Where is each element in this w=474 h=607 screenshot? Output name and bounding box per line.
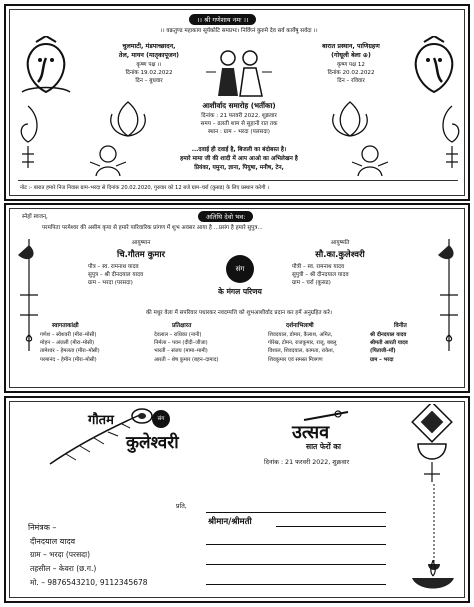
atithi-pill: अतिथि देवो भव: — [198, 211, 253, 222]
left-event-paksh: कृष्ण पक्ष ।। — [136, 62, 162, 68]
reception-title: आशीर्वाद समारोह (भर्तीका) — [202, 101, 276, 110]
left-event-day: दिन – बुधवार — [135, 78, 163, 84]
intro-paragraph: परमपिता परमेश्वर की असीम कृपा से हमारे पारिवारिक प्रांगण में शुभ अवसर आया है ...प्रसंग है हमारे सुपुत्र... — [42, 225, 263, 231]
ganesh-icon-right — [404, 36, 464, 98]
list-item: (पिताजी–माँ) — [370, 348, 396, 355]
group-list-swagat — [40, 331, 100, 364]
inviter-label: निमंत्रक – — [28, 523, 57, 532]
groom-name: चि.गौतम कुमार — [117, 250, 165, 260]
address-line-4 — [206, 564, 386, 565]
left-event-date: दिनांक 19.02.2022 — [125, 70, 173, 76]
address-line-2 — [276, 526, 386, 527]
shriman-label: श्रीमान/श्रीमती — [208, 517, 252, 527]
couple-illustration — [206, 46, 272, 98]
paisley-ornament-icon — [14, 102, 42, 172]
saat-phere-subtitle: सात फेरों का — [306, 442, 342, 451]
reception-place: स्थान : ग्राम – भरदा (पलसदा) — [208, 129, 270, 135]
list-item: गणेश – स्वेशवरी (मीरा–मोसी) — [40, 332, 97, 338]
wedding-envelope-panel — [4, 396, 470, 603]
paisley-ornament-icon-right — [438, 102, 466, 172]
list-item: श्री दीनदयाल यादव — [370, 332, 407, 338]
groom-grandfather: पौत्र – स्व. रामनाथ यादव — [88, 264, 139, 270]
envelope-bride-name: कुलेश्वरी — [126, 433, 179, 453]
inviter-mobile: मो. – 9876543210, 9112345678 — [30, 578, 148, 587]
child-cartoon-icon-right — [350, 144, 390, 178]
kalash-toran-icon — [404, 404, 460, 484]
ganesh-icon — [16, 36, 76, 98]
right-event-title: बारात प्रस्थान, पाणिग्रहण — [322, 43, 380, 50]
utsav-title: उत्सव — [292, 422, 330, 443]
left-event-title-2: तेल, मायन (मातृकापूजन) — [118, 52, 180, 59]
right-event-day: दिन – रविवार — [337, 78, 365, 84]
note-divider — [18, 180, 458, 181]
list-item: शिवदयाल, डोमार, कैलाश, अमित, — [268, 332, 333, 338]
shloka-line: ।। वक्रतुण्ड महाकाय सूर्यकोटि समप्रभः। निर्विघ्नं कुरुमे देव सर्व कार्येषु सर्वदा ।। — [160, 28, 318, 34]
wedding-card-panel-1 — [4, 4, 470, 201]
reception-date: दिनांक : 21 फरवरी 2022, शुक्रवार — [201, 113, 277, 119]
list-item: आरती – शेष कुमार (बहन–दामाद) — [154, 356, 219, 363]
bride-father: सुपुत्री – श्री दीनदयाल यादव — [292, 272, 349, 278]
diya-icon — [408, 558, 458, 594]
lotus-ornament-icon-right — [328, 98, 372, 138]
shehnai-ornament-icon-right — [434, 235, 464, 355]
right-event-date: दिनांक 20.02.2022 — [327, 70, 375, 76]
blessing-line: की मधुर वेला में सपरिवार पधारकर नवदम्पत्ति को शुभआशीर्वाद प्रदान कर हमें अनुग्रहित करे। — [145, 310, 332, 316]
groom-father: सुपुत्र – श्री दीनदयाल यादव — [88, 272, 144, 278]
list-item: तामेश्वर – हेमलता (मीरा–मोसी) — [40, 348, 100, 355]
group-list-vinit — [370, 331, 408, 364]
group-title-vinit: विनीत — [394, 323, 407, 329]
list-item: परमानंद – हेमीन (मीरा–मोसी) — [40, 356, 97, 363]
list-item: ग्राम – भरदा — [370, 356, 394, 363]
mangal-parinay-text: के मंगल परिणय — [218, 287, 262, 296]
right-event-title-2: (गोधूली बेला ⊕) — [331, 52, 371, 59]
group-title-swagat: स्वागताकांक्षी — [52, 323, 79, 329]
group-title-pratiksha: प्रतिक्षारत — [172, 323, 192, 329]
list-item: निर्मला – पवन (दीदी–जीजा) — [154, 340, 208, 347]
list-item: भारती – संजय (मामा–मामी) — [154, 348, 208, 355]
list-item: विशाल, शिवदयाल, कामता, राकेश, — [268, 348, 335, 355]
envelope-groom-name: गौतम — [88, 413, 114, 428]
address-line-3 — [206, 544, 386, 545]
sneh-greeting: स्नेहों स्वजन्, — [22, 214, 48, 220]
bride-name: सौ.का.कुलेश्वरी — [315, 250, 365, 260]
sang-badge: संग — [226, 255, 254, 283]
bride-village: ग्राम – चर्रा (कुसड) — [292, 280, 331, 286]
kids-message-line-1: ...दवाई ही दवाई है, बिजली का बंदोबस्त है। — [191, 147, 287, 153]
kids-message-line-3: प्रियंका, यमुना, ज्ञाना, पियुषा, मनीष, टेन, — [194, 165, 284, 171]
ganesh-greeting-pill: ।। श्री गणेशाय नमः ।। — [189, 14, 256, 25]
list-item: गोरेख, टोमन, राजकुमार, राजू, बबलू — [268, 340, 337, 347]
kids-message-line-2: हमारे मामा जी की शादी में आप आओ का अभिलेखन है — [180, 156, 298, 162]
envelope-date: दिनांक : 21 फरवरी 2022, शुक्रवार — [264, 459, 350, 466]
list-item: मोहन – अंजली (मीरा–मोसी) — [40, 340, 95, 347]
reception-time: समय – ढलती शाम से सुहानी रात तक — [200, 121, 278, 127]
inviter-village: ग्राम – भरदा (परसदा) — [30, 550, 90, 559]
child-cartoon-icon — [88, 144, 128, 178]
group-list-darshan — [268, 331, 336, 364]
bride-grandfather: पौत्री – स्व. रामनाथ यादव — [292, 264, 345, 270]
group-title-darshan: दर्शनाभिलाषी — [286, 323, 314, 329]
inviter-tehsil: तहसील – केवरा (छ.ग.) — [30, 564, 97, 573]
groom-label: आयुष्मान — [131, 240, 151, 246]
groom-village: ग्राम – भरदा (परसदा) — [88, 280, 133, 286]
lotus-ornament-icon — [106, 98, 150, 138]
prati-label: प्रति, — [176, 503, 187, 510]
inviter-name: दीनदयाल यादव — [30, 537, 76, 546]
list-item: श्रीमती आरती यादव — [370, 340, 408, 347]
list-item: शिवकुमार एवं समस्त मित्रगण — [268, 356, 323, 363]
right-event-paksh: कृष्ण पक्ष 12 — [336, 62, 365, 68]
left-event-title: चुलमाटी, मंडपाच्छादन, — [122, 43, 176, 50]
bride-label: आयुष्मति — [330, 240, 350, 246]
wedding-card-panel-2 — [4, 203, 470, 393]
envelope-sang-badge: संग — [152, 410, 170, 428]
departure-note: नोट :- बारात हमारे निज निवास ग्राम–भरदा से दिनांक 20.02.2020, गुरुवार को 12 बजे ग्राम–चर्रा (कुसड) के लिए प्रस्थान करेगी । — [20, 185, 270, 191]
address-line-5 — [206, 584, 386, 585]
group-list-pratiksha — [154, 331, 219, 364]
list-item: देवलाल – राधिका (नानी) — [154, 332, 202, 338]
address-line-1 — [206, 512, 386, 513]
